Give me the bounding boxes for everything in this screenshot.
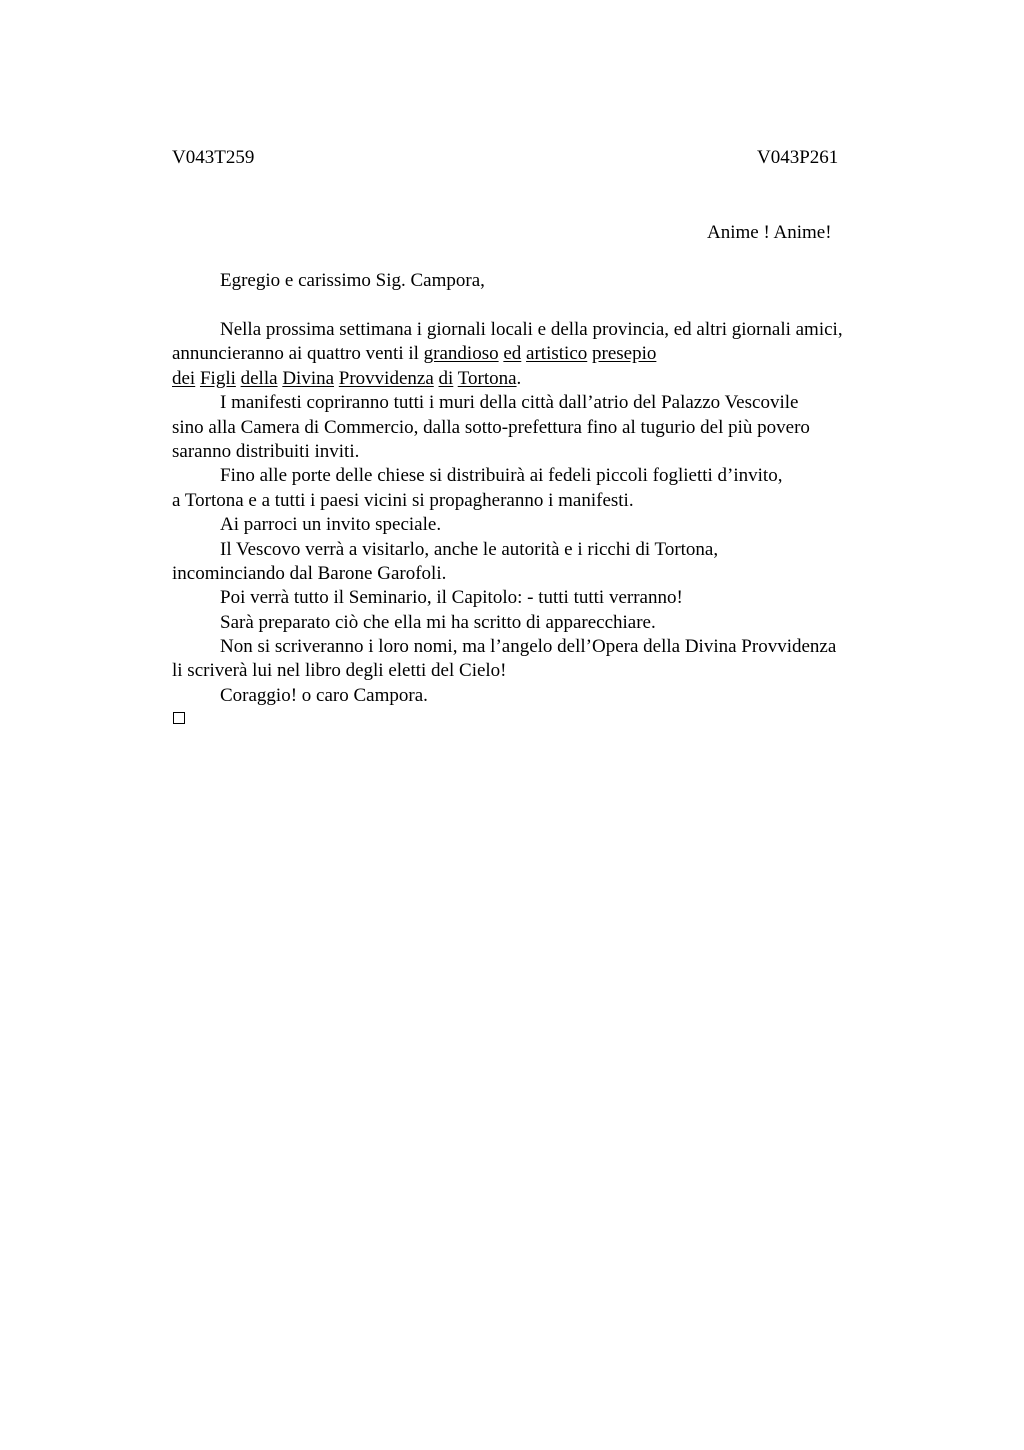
letter-greeting: Egregio e carissimo Sig. Campora, [220,270,485,291]
body-line: I manifesti copriranno tutti i muri della città dall’atrio del Palazzo Vescovile [220,392,799,414]
body-line: Ai parroci un invito speciale. [220,514,442,536]
body-line: li scriverà lui nel libro degli eletti del Cielo! [172,660,507,682]
empty-square-icon [173,712,185,724]
underlined-word: presepio [592,343,657,365]
motto: Anime ! Anime! [707,222,832,243]
body-line: Sarà preparato ciò che ella mi ha scritto di apparecchiare. [220,611,656,633]
body-text-run: annuncieranno ai quattro venti il [172,343,424,365]
underlined-word: ed [503,343,522,365]
body-line: sino alla Camera di Commercio, dalla sotto-prefettura fino al tugurio del più povero [172,416,810,438]
body-line: Il Vescovo verrà a visitarlo, anche le autorità e i ricchi di Tortona, [220,538,719,560]
body-line: Non si scriveranno i loro nomi, ma l’angelo dell’Opera della Divina Provvidenza [220,636,837,658]
body-line: Poi verrà tutto il Seminario, il Capitolo: - tutti tutti verranno! [220,587,683,609]
body-line [172,342,932,366]
underlined-word: dei [172,367,196,389]
document-code-left: V043T259 [172,147,255,168]
body-text-run: . [516,367,522,389]
body-line: incominciando dal Barone Garofoli. [172,562,447,584]
body-line: a Tortona e a tutti i paesi vicini si propagheranno i manifesti. [172,489,634,511]
underlined-word: della [240,367,278,389]
underlined-word: Figli [199,367,236,389]
body-line: saranno distribuiti inviti. [172,440,360,462]
underlined-word: grandioso [423,343,499,365]
underlined-word: Provvidenza [338,367,434,389]
document-code-right: V043P261 [757,147,839,168]
body-line: Coraggio! o caro Campora. [220,684,428,706]
letter-body [172,318,932,708]
body-line [172,367,932,391]
underlined-word: artistico [526,343,588,365]
underlined-word: Divina [282,367,335,389]
body-line: Fino alle porte delle chiese si distribuirà ai fedeli piccoli foglietti d’invito, [220,465,783,487]
underlined-word: di [438,367,454,389]
underlined-word: Tortona [457,367,517,389]
body-line: Nella prossima settimana i giornali locali e della provincia, ed altri giornali amici, [220,319,843,340]
